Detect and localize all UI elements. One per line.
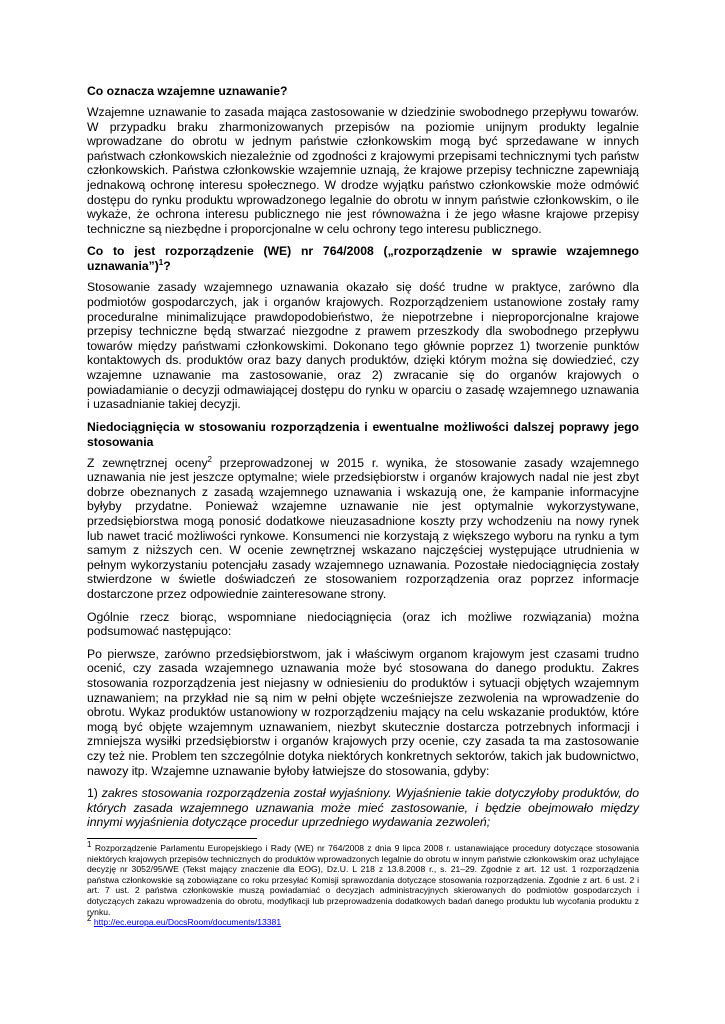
heading-shortcomings: Niedociągnięcia w stosowaniu rozporządzenia i ewentualne możliwości dalszej poprawy jego stosowania [87, 419, 639, 449]
list-number-1: 1) [87, 786, 102, 801]
paragraph-1: Wzajemne uznawanie to zasada mająca zastosowanie w dziedzinie swobodnego przepływu towarów. W przypadku braku zharmonizowanych przepisów na poziomie unijnym produkty legalnie wprowadzane do obrotu w jednym państwie członkowskim mogą być sprzedawane w innych państwach członkowskich niezależnie od zgodności z krajowymi przepisami technicznymi tych państw członkowskich. Państwa członkowskie wzajemnie uznają, że krajowe przepisy techniczne zapewniają jednakową ochronę interesu społecznego. W drodze wyjątku państwo członkowskie może odmówić dostępu do rynku produktu wprowadzonego legalnie do obrotu w innym państwie członkowskim, o ile wykaże, że ochrona interesu publicznego nie jest równoważna i że jego własne krajowe przepisy techniczne są niezbędne i proporcjonalne w celu ochrony tego interesu publicznego. [87, 105, 639, 236]
paragraph-3 [87, 456, 639, 602]
footnote-2 [87, 914, 639, 928]
footnote-ref-1[interactable]: 1 [158, 258, 164, 268]
footnote-2-link[interactable]: http://ec.europa.eu/DocsRoom/documents/13381 [93, 917, 282, 928]
paragraph-3-start: Z zewnętrznej oceny [87, 455, 208, 470]
paragraph-2: Stosowanie zasady wzajemnego uznawania okazało się dość trudne w praktyce, zarówno dla podmiotów gospodarczych, jak i organów krajowych. Rozporządzeniem ustanowione zostały ramy proceduralne minimalizujące prawdopodobieństwo, że niepotrzebne i nieproporcjonalne krajowe przepisy techniczne będą stwarzać niezgodne z prawem przeszkody dla swobodnego przepływu towarów między państwami członkowskimi. Dokonano tego głównie poprzez 1) tworzenie punktów kontaktowych ds. produktów oraz bazy danych produktów, dzięki którym można się dowiedzieć, czy wzajemne uznawanie ma zastosowanie, oraz 2) zwracanie się do organów krajowych o powiadamianie o decyzji odmawiającej dostępu do rynku w oparciu o zasadę wzajemnego uznawania i uzasadnianie takiej decyzji. [87, 280, 639, 412]
footnote-1-number: 1 [87, 840, 92, 850]
paragraph-4: Ogólnie rzecz biorąc, wspomniane niedociągnięcia (oraz ich możliwe rozwiązania) można podsumować następująco: [87, 609, 639, 639]
footnote-1-text: Rozporządzenie Parlamentu Europejskiego i Rady (WE) nr 764/2008 z dnia 9 lipca 2008 r. ustanawiające procedury dotyczące stosowania niektórych krajowych przepisów technicznych do produktów wprowadzonych legalnie do obrotu w innym państwie członkowskim oraz uchylające decyzję nr 3052/95/WE (Tekst mający znaczenie dla EOG), Dz.U. L 218 z 13.8.2008 r., s. 21–29. Zgodnie z art. 12 ust. 1 rozporządzenia państwa członkowskie są zobowiązane co roku przesyłać Komisji sprawozdania dotyczące stosowania rozporządzenia. Zgodnie z art. 6 ust. 2 i art. 7 ust. 2 państwa członkowskie muszą powiadamiać o decyzjach administracyjnych skierowanych do podmiotów gospodarczych i dotyczących zakazu wprowadzenia do obrotu, modyfikacji lub przeprowadzenia dodatkowych badań danego produktu lub wycofania produktu z rynku. [87, 843, 639, 917]
footnote-1 [87, 840, 639, 917]
paragraph-3-rest: przeprowadzonej w 2015 r. wynika, że stosowanie zasady wzajemnego uznawania nie jest jeszcze optymalne; wiele przedsiębiorstw i organów krajowych nadal nie jest zbyt dobrze obeznanych z zasadą wzajemnego uznawania i wskazują one, że kampanie informacyjne byłyby przydatne. Ponieważ wzajemne uznawanie nie jest optymalnie wykorzystywane, przedsiębiorstwa mogą ponosić dodatkowe nieuzasadnione koszty przy wchodzeniu na nowy rynek lub nawet tracić możliwości rynkowe. Konsumenci nie korzystają z większego wyboru na rynku a tym samym z niższych cen. W ocenie zewnętrznej wskazano najczęściej występujące utrudnienia w pełnym wykorzystaniu potencjału zasady wzajemnego uznawania. Pozostałe niedociągnięcia zostały stwierdzone w świetle doświadczeń ze stosowaniem rozporządzenia oraz poprzez informacje dostarczone przez odpowiednie zainteresowane strony. [87, 455, 639, 602]
heading-regulation-text: Co to jest rozporządzenie (WE) nr 764/2008 („rozporządzenie w sprawie wzajemnego uznawania”) [87, 244, 639, 274]
heading-mutual-recognition: Co oznacza wzajemne uznawanie? [87, 84, 288, 98]
heading-regulation [87, 244, 639, 274]
footnote-2-number: 2 [87, 914, 92, 924]
footnote-separator [87, 838, 257, 839]
footnote-ref-2[interactable]: 2 [207, 454, 212, 464]
paragraph-6 [87, 786, 639, 830]
document-body [87, 84, 639, 838]
paragraph-5: Po pierwsze, zarówno przedsiębiorstwom, jak i właściwym organom krajowym jest czasami trudno ocenić, czy zasada wzajemnego uznawania może być stosowana do danego produktu. Zakres stosowania rozporządzenia jest niejasny w odniesieniu do produktów i sytuacji objętych wzajemnym uznawaniem; na przykład nie są nim w pełni objęte wcześniejsze zezwolenia na wprowadzenie do obrotu. Wykaz produktów ustanowiony w rozporządzeniu mający na celu wskazanie produktów, które mogą być objęte wzajemnym uznawaniem, niezbyt skutecznie dostarcza potrzebnych informacji i zmniejsza wysiłki przedsiębiorstw i organów krajowych przy ocenie, czy zasada ta ma zastosowanie czy też nie. Problem ten szczególnie dotyka niektórych konkretnych sektorów, takich jak budownictwo, nawozy itp. Wzajemne uznawanie byłoby łatwiejsze do stosowania, gdyby: [87, 646, 639, 778]
list-item-1-text: zakres stosowania rozporządzenia został wyjaśniony. Wyjaśnienie takie dotyczyłoby produktów, do których zasada wzajemnego uznawania może mieć zastosowanie, i będzie obejmowało między innymi wyjaśnienia dotyczące procedur uprzedniego wydawania zezwoleń; [87, 786, 639, 830]
heading-regulation-end: ? [163, 259, 171, 274]
footnotes [87, 838, 639, 928]
